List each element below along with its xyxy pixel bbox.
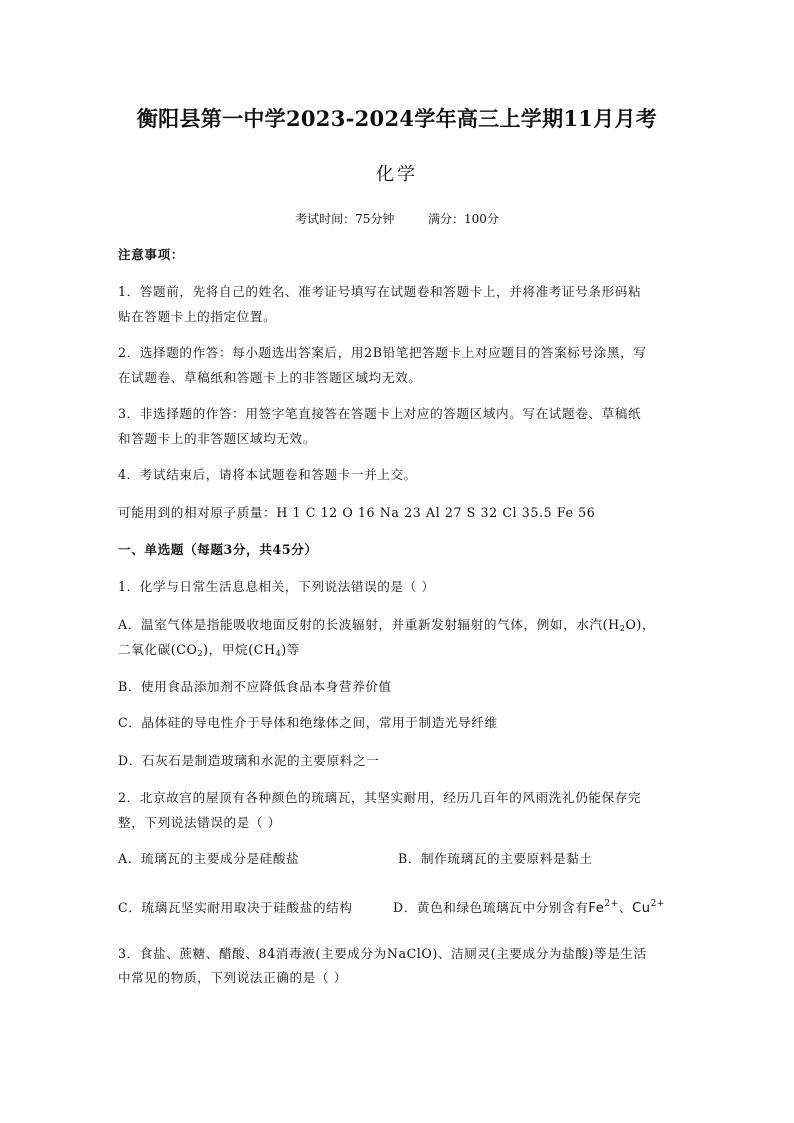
q2-option-d: D．黄色和绿色琉璃瓦中分别含有$Fe^{2+}$、$Cu^{2+}$ — [393, 899, 666, 916]
atomic-masses: 可能用到的相对原子质量：H 1 C 12 O 16 Na 23 Al 27 S 32 Cl 35.5 Fe 56 — [118, 505, 596, 520]
q1-option-a-line-1: A．温室气体是指能吸收地面反射的长波辐射，并重新发射辐射的气体，例如，水汽$(H_2O)$， — [118, 617, 656, 633]
full-score: 满分：100分 — [428, 212, 499, 226]
q2-option-c: C．琉璃瓦坚实耐用取决于硅酸盐的结构 — [118, 900, 353, 915]
q1-option-a-line-2: 二氧化碳$(CO_2)$，甲烷$(CH_4)$等 — [118, 642, 301, 658]
q1-option-b: B．使用食品添加剂不应降低食品本身营养价值 — [118, 679, 392, 694]
q2-option-a: A．琉璃瓦的主要成分是硅酸盐 — [118, 851, 300, 866]
q1-option-d: D．石灰石是制造玻璃和水泥的主要原料之一 — [118, 753, 380, 768]
section-heading: 一、单选题（每题3分，共45分） — [118, 542, 318, 557]
subject-title: 化学 — [376, 164, 418, 185]
notice-item-2-line-2: 在试题卷、草稿纸和答题卡上的非答题区域均无效。 — [118, 370, 422, 385]
q2-option-b: B．制作琉璃瓦的主要原料是黏土 — [398, 851, 593, 866]
notice-item-2-line-1: 2．选择题的作答：每小题选出答案后，用2B铅笔把答题卡上对应题目的答案标号涂黑，写 — [118, 345, 647, 360]
exam-time: 考试时间：75分钟 — [295, 212, 395, 226]
q1-stem: 1．化学与日常生活息息相关，下列说法错误的是（ ） — [118, 579, 435, 594]
notice-item-3-line-1: 3．非选择题的作答：用签字笔直接答在答题卡上对应的答题区域内。写在试题卷、草稿纸 — [118, 406, 642, 421]
notice-item-1-line-2: 贴在答题卡上的指定位置。 — [118, 309, 277, 324]
q1-option-c: C．晶体硅的导电性介于导体和绝缘体之间，常用于制造光导纤维 — [118, 715, 498, 730]
q2-stem-line-1: 2．北京故宫的屋顶有各种颜色的琉璃瓦，其坚实耐用，经历几百年的风雨洗礼仍能保存完 — [118, 790, 642, 805]
q3-stem-line-1: 3．食盐、蔗糖、醋酸、84消毒液(主要成分为NaClO)、洁厕灵(主要成分为盐酸)等是生活 — [118, 946, 647, 961]
notice-item-1-line-1: 1．答题前，先将自己的姓名、准考证号填写在试题卷和答题卡上，并将准考证号条形码粘 — [118, 284, 642, 299]
q2-stem-line-2: 整，下列说法错误的是（ ） — [118, 815, 281, 830]
notice-heading: 注意事项： — [118, 247, 184, 262]
notice-item-3-line-2: 和答题卡上的非答题区域均无效。 — [118, 431, 316, 446]
notice-item-4: 4．考试结束后，请将本试题卷和答题卡一并上交。 — [118, 467, 417, 482]
q3-stem-line-2: 中常见的物质，下列说法正确的是（ ） — [118, 970, 347, 985]
exam-title: 衡阳县第一中学2023-2024学年高三上学期11月月考 — [136, 106, 658, 131]
exam-info — [0, 210, 794, 227]
